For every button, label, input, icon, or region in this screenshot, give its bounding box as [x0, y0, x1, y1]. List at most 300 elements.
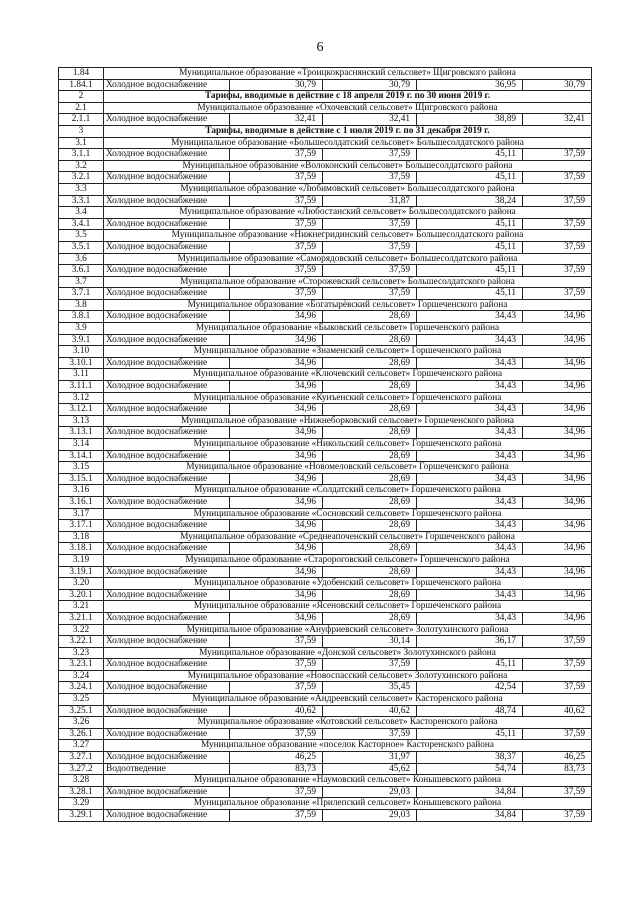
tariff-value: 34,96: [230, 473, 323, 485]
row-number: 3.8.1: [59, 311, 104, 323]
municipality-name: Муниципальное образование «Новоспасский сельсовет» Золотухинского района: [104, 670, 592, 682]
tariff-value: 34,43: [417, 566, 523, 578]
municipality-name: Муниципальное образование «Старороговский сельсовет» Горшеченского района: [104, 554, 592, 566]
municipality-name: Муниципальное образование «Сосновский сельсовет» Горшеченского района: [104, 508, 592, 520]
tariff-value: 45,11: [417, 241, 523, 253]
service-name: Холодное водоснабжение: [104, 636, 230, 648]
service-name: Холодное водоснабжение: [104, 752, 230, 764]
service-name: Холодное водоснабжение: [104, 566, 230, 578]
service-name: Холодное водоснабжение: [104, 172, 230, 184]
municipality-row: [59, 276, 592, 288]
tariff-value: 48,74: [417, 705, 523, 717]
tariff-value: 32,41: [523, 114, 592, 126]
row-number: 3.10: [59, 346, 104, 358]
row-number: 3.17.1: [59, 520, 104, 532]
tariff-value: 34,84: [417, 810, 523, 822]
row-number: 3.22: [59, 624, 104, 636]
tariff-value: 37,59: [523, 810, 592, 822]
municipality-row: [59, 230, 592, 242]
municipality-row: [59, 775, 592, 787]
row-number: 3.4.1: [59, 218, 104, 230]
service-name: Холодное водоснабжение: [104, 810, 230, 822]
row-number: 3.18.1: [59, 543, 104, 555]
municipality-name: Муниципальное образование «Саморядовский сельсовет» Большесолдатского района: [104, 253, 592, 265]
tariff-value: 46,25: [230, 752, 323, 764]
tariff-value: 32,41: [230, 114, 323, 126]
service-name: Холодное водоснабжение: [104, 659, 230, 671]
tariff-value: 34,43: [417, 357, 523, 369]
tariff-value: 34,96: [523, 404, 592, 416]
tariff-value: 34,43: [417, 612, 523, 624]
tariff-value: 37,59: [230, 265, 323, 277]
tariff-value: 37,59: [323, 172, 417, 184]
page-number: 6: [316, 40, 324, 55]
row-number: 3.25: [59, 694, 104, 706]
tariff-value: 34,96: [230, 427, 323, 439]
tariff-value: 37,59: [323, 265, 417, 277]
municipality-row: [59, 531, 592, 543]
tariff-row: [59, 334, 592, 346]
row-number: 3.14: [59, 439, 104, 451]
tariff-value: 32,41: [323, 114, 417, 126]
municipality-row: [59, 647, 592, 659]
service-name: Холодное водоснабжение: [104, 473, 230, 485]
period-header-row: [59, 125, 592, 137]
row-number: 3.22.1: [59, 636, 104, 648]
tariff-value: 37,59: [230, 659, 323, 671]
municipality-name: Муниципальное образование «Любимовский сельсовет» Большесолдатского района: [104, 183, 592, 195]
row-number: 3.15: [59, 462, 104, 474]
tariff-value: 37,59: [323, 149, 417, 161]
service-name: Холодное водоснабжение: [104, 427, 230, 439]
row-number: 3.11: [59, 369, 104, 381]
tariff-row: [59, 786, 592, 798]
tariff-value: 45,11: [417, 172, 523, 184]
row-number: 1.84: [59, 68, 104, 80]
municipality-row: [59, 299, 592, 311]
tariff-row: [59, 357, 592, 369]
row-number: 3.15.1: [59, 473, 104, 485]
tariff-value: 28,69: [323, 566, 417, 578]
tariff-value: 37,59: [523, 786, 592, 798]
row-number: 3.24.1: [59, 682, 104, 694]
tariff-value: 83,73: [523, 763, 592, 775]
tariff-row: [59, 752, 592, 764]
tariff-row: [59, 520, 592, 532]
row-number: 3.17: [59, 508, 104, 520]
tariff-value: 28,69: [323, 404, 417, 416]
municipality-row: [59, 670, 592, 682]
tariff-row: [59, 114, 592, 126]
tariff-value: 34,96: [230, 566, 323, 578]
tariff-value: 37,59: [523, 195, 592, 207]
tariff-value: 37,59: [230, 149, 323, 161]
tariff-value: 28,69: [323, 473, 417, 485]
municipality-name: Муниципальное образование «Андреевский сельсовет» Касторенского района: [104, 694, 592, 706]
municipality-name: Муниципальное образование «Богатырёвский сельсовет» Горшеченского района: [104, 299, 592, 311]
tariff-row: [59, 450, 592, 462]
tariff-value: 28,69: [323, 381, 417, 393]
row-number: 3.7: [59, 276, 104, 288]
municipality-row: [59, 554, 592, 566]
tariff-value: 38,37: [417, 752, 523, 764]
municipality-name: Муниципальное образование «Сторожевский сельсовет» Большесолдатского района: [104, 276, 592, 288]
tariff-value: 34,96: [523, 381, 592, 393]
row-number: 3.29: [59, 798, 104, 810]
municipality-name: Муниципальное образование «Большесолдатский сельсовет» Большесолдатского района: [104, 137, 592, 149]
tariff-value: 29,03: [323, 786, 417, 798]
tariff-value: 28,69: [323, 450, 417, 462]
municipality-name: Муниципальное образование «Ануфриевский сельсовет» Золотухинского района: [104, 624, 592, 636]
tariff-value: 37,59: [523, 659, 592, 671]
municipality-name: Муниципальное образование «Нижнеборковский сельсовет» Горшеченского района: [104, 415, 592, 427]
row-number: 3.3.1: [59, 195, 104, 207]
row-number: 3.19: [59, 554, 104, 566]
tariff-value: 37,59: [230, 172, 323, 184]
tariff-value: 34,43: [417, 334, 523, 346]
service-name: Холодное водоснабжение: [104, 218, 230, 230]
tariff-value: 37,59: [523, 218, 592, 230]
tariff-value: 37,59: [523, 728, 592, 740]
service-name: Холодное водоснабжение: [104, 381, 230, 393]
service-name: Холодное водоснабжение: [104, 241, 230, 253]
tariff-row: [59, 496, 592, 508]
tariff-row: [59, 543, 592, 555]
row-number: 3.26: [59, 717, 104, 729]
municipality-name: Муниципальное образование «Прилепский сельсовет» Конышевского района: [104, 798, 592, 810]
tariff-value: 46,25: [523, 752, 592, 764]
municipality-row: [59, 415, 592, 427]
tariff-value: 34,96: [230, 543, 323, 555]
row-number: 3: [59, 125, 104, 137]
municipality-row: [59, 392, 592, 404]
row-number: 3.12.1: [59, 404, 104, 416]
row-number: 2.1: [59, 102, 104, 114]
row-number: 3.2: [59, 160, 104, 172]
tariff-value: 45,11: [417, 288, 523, 300]
municipality-name: Муниципальное образование «Ключевский сельсовет» Горшеченского района: [104, 369, 592, 381]
tariff-row: [59, 728, 592, 740]
municipality-row: [59, 207, 592, 219]
tariff-value: 36,17: [417, 636, 523, 648]
tariff-value: 37,59: [230, 728, 323, 740]
tariff-row: [59, 241, 592, 253]
tariff-value: 45,11: [417, 659, 523, 671]
service-name: Холодное водоснабжение: [104, 450, 230, 462]
service-name: Холодное водоснабжение: [104, 786, 230, 798]
row-number: 3.1: [59, 137, 104, 149]
tariff-value: 34,96: [230, 357, 323, 369]
tariff-value: 37,59: [523, 682, 592, 694]
tariff-value: 37,59: [230, 241, 323, 253]
tariff-value: 36,95: [417, 79, 523, 91]
row-number: 3.29.1: [59, 810, 104, 822]
municipality-row: [59, 346, 592, 358]
tariff-value: 34,96: [523, 589, 592, 601]
period-header-row: [59, 91, 592, 103]
row-number: 3.28: [59, 775, 104, 787]
row-number: 3.28.1: [59, 786, 104, 798]
row-number: 3.8: [59, 299, 104, 311]
tariff-value: 38,24: [417, 195, 523, 207]
tariff-row: [59, 265, 592, 277]
tariff-value: 34,96: [230, 450, 323, 462]
row-number: 3.20: [59, 578, 104, 590]
tariff-value: 34,96: [523, 520, 592, 532]
municipality-row: [59, 439, 592, 451]
tariff-value: 45,11: [417, 728, 523, 740]
tariff-value: 37,59: [523, 241, 592, 253]
tariff-value: 34,96: [523, 427, 592, 439]
tariff-value: 34,96: [523, 543, 592, 555]
municipality-row: [59, 462, 592, 474]
tariff-value: 45,11: [417, 149, 523, 161]
service-name: Холодное водоснабжение: [104, 543, 230, 555]
tariff-value: 34,43: [417, 427, 523, 439]
row-number: 3.11.1: [59, 381, 104, 393]
service-name: Холодное водоснабжение: [104, 195, 230, 207]
tariff-value: 45,62: [323, 763, 417, 775]
row-number: 3.10.1: [59, 357, 104, 369]
tariff-value: 34,96: [230, 381, 323, 393]
tariff-value: 34,96: [230, 589, 323, 601]
row-number: 3.9.1: [59, 334, 104, 346]
municipality-row: [59, 253, 592, 265]
row-number: 3.13: [59, 415, 104, 427]
tariff-row: [59, 636, 592, 648]
municipality-name: Муниципальное образование «Котовский сельсовет» Касторенского района: [104, 717, 592, 729]
municipality-row: [59, 508, 592, 520]
municipality-name: Муниципальное образование «Удобенский сельсовет» Горшеченского района: [104, 578, 592, 590]
municipality-name: Муниципальное образование «Быковский сельсовет» Горшеченского района: [104, 323, 592, 335]
row-number: 3.26.1: [59, 728, 104, 740]
tariff-row: [59, 589, 592, 601]
service-name: Холодное водоснабжение: [104, 334, 230, 346]
tariff-table: [58, 67, 592, 822]
row-number: 1.84.1: [59, 79, 104, 91]
municipality-name: Муниципальное образование «Троицкокраснянский сельсовет» Щигровского района: [104, 68, 592, 80]
row-number: 3.23.1: [59, 659, 104, 671]
tariff-value: 28,69: [323, 612, 417, 624]
tariff-row: [59, 763, 592, 775]
service-name: Холодное водоснабжение: [104, 404, 230, 416]
service-name: Холодное водоснабжение: [104, 79, 230, 91]
municipality-row: [59, 68, 592, 80]
service-name: Холодное водоснабжение: [104, 589, 230, 601]
row-number: 3.1.1: [59, 149, 104, 161]
tariff-value: 28,69: [323, 496, 417, 508]
row-number: 3.3: [59, 183, 104, 195]
tariff-value: 37,59: [523, 149, 592, 161]
tariff-value: 34,96: [523, 612, 592, 624]
row-number: 3.18: [59, 531, 104, 543]
tariff-row: [59, 473, 592, 485]
tariff-value: 37,59: [230, 636, 323, 648]
row-number: 3.21.1: [59, 612, 104, 624]
tariff-value: 45,11: [417, 265, 523, 277]
tariff-value: 34,96: [523, 496, 592, 508]
tariff-value: 37,59: [323, 241, 417, 253]
tariff-value: 34,96: [230, 612, 323, 624]
row-number: 3.13.1: [59, 427, 104, 439]
tariff-value: 34,96: [523, 311, 592, 323]
municipality-row: [59, 183, 592, 195]
municipality-name: Муниципальное образование «поселок Касторное» Касторенского района: [104, 740, 592, 752]
tariff-value: 37,59: [323, 288, 417, 300]
service-name: Холодное водоснабжение: [104, 520, 230, 532]
tariff-row: [59, 195, 592, 207]
municipality-name: Муниципальное образование «Новомеловский сельсовет» Горшеченского района: [104, 462, 592, 474]
tariff-value: 28,69: [323, 311, 417, 323]
tariff-row: [59, 682, 592, 694]
tariff-value: 37,59: [230, 288, 323, 300]
row-number: 3.4: [59, 207, 104, 219]
service-name: Холодное водоснабжение: [104, 149, 230, 161]
tariff-value: 34,43: [417, 311, 523, 323]
row-number: 3.16: [59, 485, 104, 497]
tariff-value: 28,69: [323, 589, 417, 601]
row-number: 3.12: [59, 392, 104, 404]
tariff-row: [59, 288, 592, 300]
row-number: 3.21: [59, 601, 104, 613]
tariff-value: 34,43: [417, 543, 523, 555]
tariff-value: 34,96: [230, 496, 323, 508]
tariff-value: 28,69: [323, 520, 417, 532]
tariff-value: 37,59: [323, 659, 417, 671]
municipality-row: [59, 694, 592, 706]
tariff-value: 30,79: [230, 79, 323, 91]
tariff-value: 30,79: [323, 79, 417, 91]
municipality-row: [59, 369, 592, 381]
row-number: 3.27: [59, 740, 104, 752]
period-title: Тарифы, вводимые в действие с 1 июля 2019 г. по 31 декабря 2019 г.: [104, 125, 592, 137]
tariff-value: 83,73: [230, 763, 323, 775]
tariff-row: [59, 659, 592, 671]
service-name: Холодное водоснабжение: [104, 682, 230, 694]
municipality-name: Муниципальное образование «Волоконский сельсовет» Большесолдатского района: [104, 160, 592, 172]
service-name: Холодное водоснабжение: [104, 265, 230, 277]
tariff-value: 40,62: [230, 705, 323, 717]
tariff-row: [59, 172, 592, 184]
tariff-value: 30,79: [523, 79, 592, 91]
municipality-name: Муниципальное образование «Нижнегридинский сельсовет» Большесолдатского района: [104, 230, 592, 242]
row-number: 3.25.1: [59, 705, 104, 717]
tariff-value: 37,59: [230, 786, 323, 798]
service-name: Холодное водоснабжение: [104, 357, 230, 369]
municipality-row: [59, 740, 592, 752]
municipality-row: [59, 102, 592, 114]
tariff-value: 30,14: [323, 636, 417, 648]
tariff-value: 37,59: [230, 810, 323, 822]
tariff-value: 40,62: [523, 705, 592, 717]
service-name: Холодное водоснабжение: [104, 288, 230, 300]
row-number: 3.27.1: [59, 752, 104, 764]
tariff-row: [59, 705, 592, 717]
tariff-value: 34,96: [230, 311, 323, 323]
tariff-value: 31,97: [323, 752, 417, 764]
tariff-value: 34,43: [417, 381, 523, 393]
service-name: Холодное водоснабжение: [104, 705, 230, 717]
row-number: 3.19.1: [59, 566, 104, 578]
municipality-name: Муниципальное образование «Знаменский сельсовет» Горшеченского района: [104, 346, 592, 358]
tariff-row: [59, 810, 592, 822]
row-number: 3.20.1: [59, 589, 104, 601]
municipality-name: Муниципальное образование «Наумовский сельсовет» Конышевского района: [104, 775, 592, 787]
service-name: Холодное водоснабжение: [104, 728, 230, 740]
tariff-value: 34,43: [417, 496, 523, 508]
service-name: Холодное водоснабжение: [104, 311, 230, 323]
tariff-row: [59, 381, 592, 393]
tariff-value: 37,59: [523, 172, 592, 184]
municipality-row: [59, 601, 592, 613]
municipality-row: [59, 798, 592, 810]
row-number: 3.16.1: [59, 496, 104, 508]
municipality-row: [59, 485, 592, 497]
tariff-value: 28,69: [323, 543, 417, 555]
tariff-value: 34,96: [230, 520, 323, 532]
tariff-table-body: [59, 68, 592, 822]
tariff-value: 34,43: [417, 450, 523, 462]
tariff-value: 34,43: [417, 473, 523, 485]
tariff-value: 38,89: [417, 114, 523, 126]
tariff-value: 37,59: [323, 218, 417, 230]
municipality-name: Муниципальное образование «Кунъенский сельсовет» Горшеченского района: [104, 392, 592, 404]
tariff-value: 34,96: [523, 450, 592, 462]
tariff-row: [59, 612, 592, 624]
tariff-value: 37,59: [523, 265, 592, 277]
tariff-row: [59, 311, 592, 323]
municipality-name: Муниципальное образование «Охочевский сельсовет» Щигровского района: [104, 102, 592, 114]
tariff-value: 37,59: [523, 288, 592, 300]
row-number: 3.2.1: [59, 172, 104, 184]
service-name: Холодное водоснабжение: [104, 612, 230, 624]
row-number: 2: [59, 91, 104, 103]
tariff-value: 37,59: [230, 218, 323, 230]
service-name: Водоотведение: [104, 763, 230, 775]
tariff-value: 31,87: [323, 195, 417, 207]
municipality-row: [59, 578, 592, 590]
tariff-value: 34,96: [523, 357, 592, 369]
tariff-value: 35,45: [323, 682, 417, 694]
tariff-value: 37,59: [323, 728, 417, 740]
tariff-row: [59, 404, 592, 416]
tariff-row: [59, 79, 592, 91]
tariff-value: 37,59: [523, 636, 592, 648]
tariff-value: 28,69: [323, 357, 417, 369]
tariff-value: 34,96: [523, 334, 592, 346]
tariff-value: 34,43: [417, 520, 523, 532]
tariff-value: 34,96: [230, 334, 323, 346]
tariff-row: [59, 427, 592, 439]
tariff-row: [59, 218, 592, 230]
tariff-value: 45,11: [417, 218, 523, 230]
tariff-value: 42,54: [417, 682, 523, 694]
tariff-value: 37,59: [230, 195, 323, 207]
tariff-value: 28,69: [323, 427, 417, 439]
tariff-value: 34,84: [417, 786, 523, 798]
municipality-row: [59, 717, 592, 729]
period-title: Тарифы, вводимые в действие с 18 апреля 2019 г. по 30 июня 2019 г.: [104, 91, 592, 103]
row-number: 3.14.1: [59, 450, 104, 462]
tariff-value: 34,96: [523, 566, 592, 578]
service-name: Холодное водоснабжение: [104, 496, 230, 508]
tariff-row: [59, 149, 592, 161]
service-name: Холодное водоснабжение: [104, 114, 230, 126]
row-number: 3.6.1: [59, 265, 104, 277]
municipality-name: Муниципальное образование «Ясеновский сельсовет» Горшеченского района: [104, 601, 592, 613]
row-number: 2.1.1: [59, 114, 104, 126]
row-number: 3.24: [59, 670, 104, 682]
